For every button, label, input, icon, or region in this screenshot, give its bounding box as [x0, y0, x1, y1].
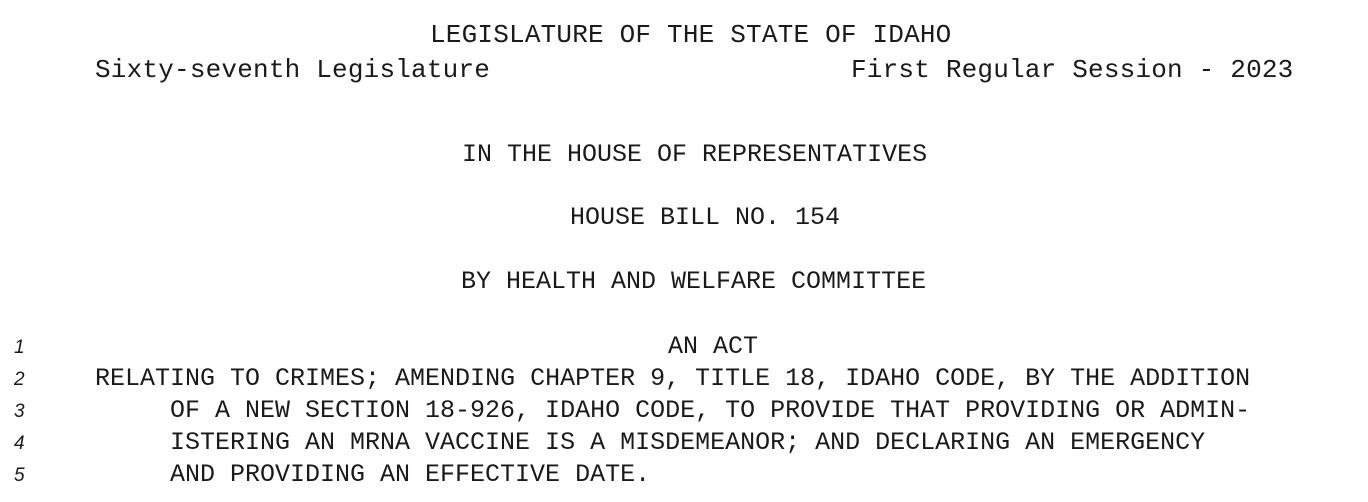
act-text-line: AND PROVIDING AN EFFECTIVE DATE.: [170, 460, 651, 489]
legislature-title: LEGISLATURE OF THE STATE OF IDAHO: [430, 20, 952, 50]
line-number: 3: [14, 401, 25, 422]
line-number: 4: [14, 433, 25, 454]
session-label: First Regular Session - 2023: [851, 55, 1294, 85]
sponsor-line: BY HEALTH AND WELFARE COMMITTEE: [461, 267, 927, 296]
act-text-line: OF A NEW SECTION 18-926, IDAHO CODE, TO PROVIDE THAT PROVIDING OR ADMIN-: [170, 396, 1251, 425]
line-number: 1: [14, 337, 25, 358]
chamber-heading: IN THE HOUSE OF REPRESENTATIVES: [462, 140, 928, 169]
line-number: 2: [14, 369, 25, 390]
line-number: 5: [14, 465, 25, 486]
act-text-line: ISTERING AN MRNA VACCINE IS A MISDEMEANOR; AND DECLARING AN EMERGENCY: [170, 428, 1206, 457]
legislature-number: Sixty-seventh Legislature: [95, 55, 491, 85]
act-title: AN ACT: [668, 332, 759, 361]
act-text-line: RELATING TO CRIMES; AMENDING CHAPTER 9, TITLE 18, IDAHO CODE, BY THE ADDITION: [95, 364, 1251, 393]
bill-number: HOUSE BILL NO. 154: [570, 203, 841, 232]
